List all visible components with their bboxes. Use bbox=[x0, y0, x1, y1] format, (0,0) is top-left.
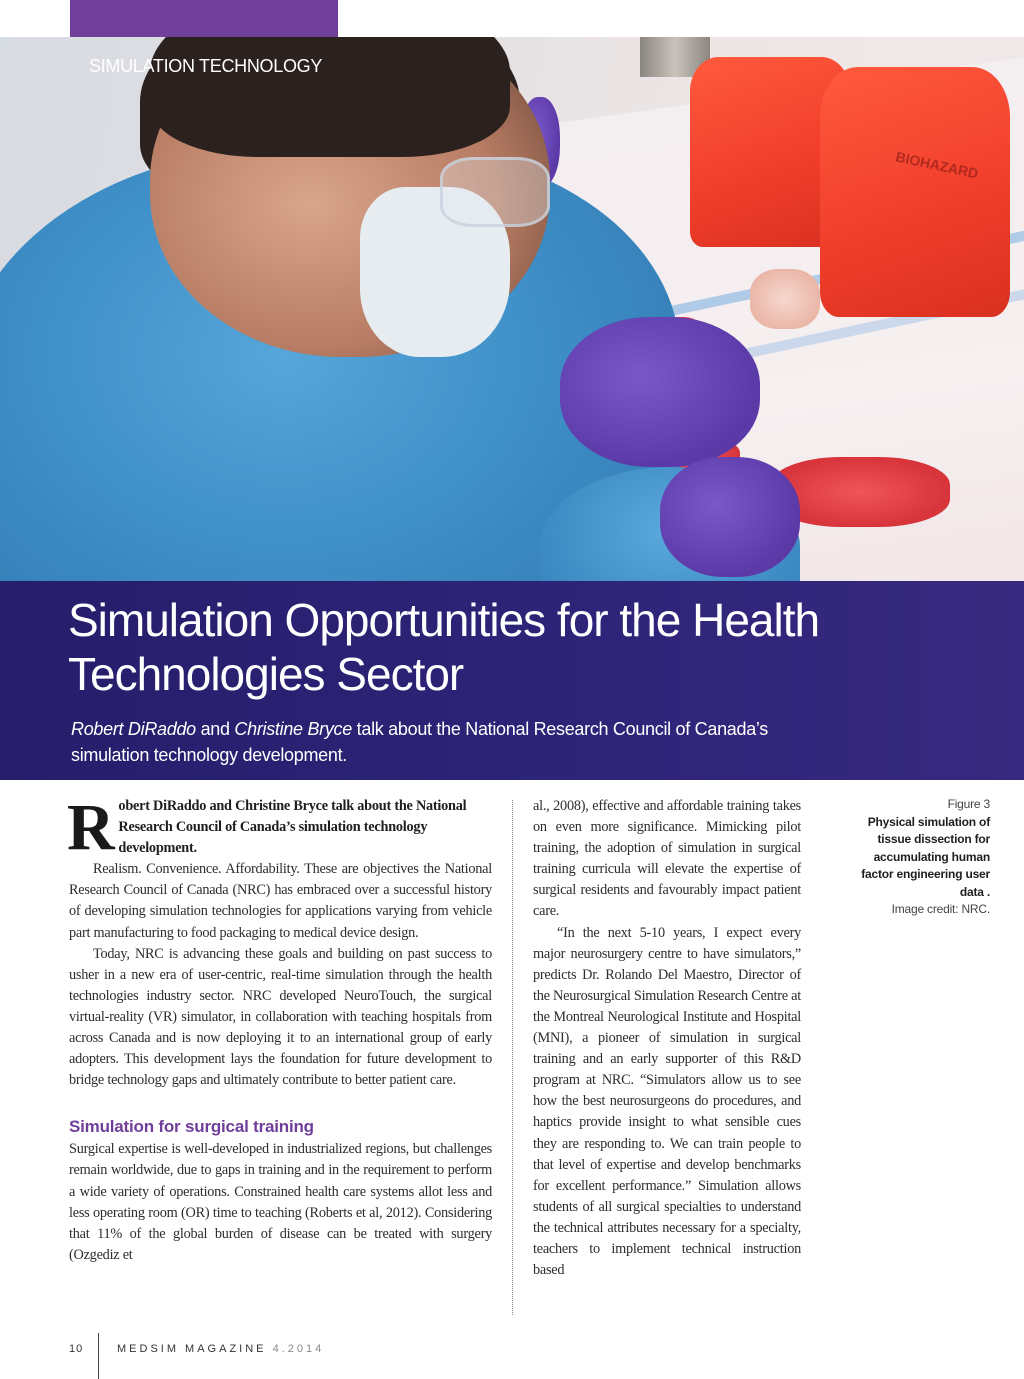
issue-number: 4.2014 bbox=[272, 1343, 325, 1355]
standfirst-and: and bbox=[195, 719, 235, 739]
drop-cap: R bbox=[67, 791, 115, 864]
magazine-name: MEDSIM MAGAZINE bbox=[117, 1343, 267, 1355]
hero-photo bbox=[0, 37, 1024, 581]
body-paragraph: Realism. Convenience. Affordability. These are objectives the National Research Council of Canada (NRC) has embraced over a successful history of developing simulation technologies for applications varying from vehicle part manufacturing to food packaging to medical device design. bbox=[69, 861, 492, 941]
standfirst-text: talk about the National Research Council of Canada’s simulation technology development. bbox=[71, 719, 768, 766]
author-name: Christine Bryce bbox=[234, 719, 352, 739]
body-column-1 bbox=[67, 791, 492, 1266]
biohazard-bag-label: BIOHAZARD bbox=[894, 148, 980, 182]
body-paragraph: al., 2008), effective and affordable training takes on even more significance. Mimicking pilot training, the adoption of simulation in surgical training curricula will elevate the expertise of surgical residents and favourably impact patient care. bbox=[533, 798, 801, 920]
section-label: SIMULATION TECHNOLOGY bbox=[89, 56, 323, 76]
footer-rule bbox=[98, 1333, 99, 1379]
footer-masthead bbox=[117, 1343, 324, 1355]
article-standfirst bbox=[71, 716, 771, 768]
page-number: 10 bbox=[69, 1343, 84, 1355]
column-divider bbox=[512, 800, 513, 1315]
lead-paragraph: obert DiRaddo and Christine Bryce talk about the National Research Council of Canada’s simulation technology development. bbox=[118, 798, 467, 857]
figure-label: Figure 3 bbox=[947, 797, 990, 811]
figure-description: Physical simulation of tissue dissection for accumulating human factor engineering user data . bbox=[861, 814, 990, 899]
body-paragraph: Surgical expertise is well-developed in industrialized regions, but challenges remain worldwide, due to gaps in training and in the requirement to perform a wide variety of operations. Constrained health care systems allot less and less operating room (OR) time to teaching (Roberts et al, 2012). Considering that 11% of the global burden of disease can be treated with surgery (Ozgediz et bbox=[69, 1141, 492, 1263]
body-paragraph: “In the next 5-10 years, I expect every major neurosurgery centre to have simulators,” predicts Dr. Rolando Del Maestro, Director of the Neurosurgical Simulation Research Centre at the Montreal Neurological Institute and Hospital (MNI), a pioneer of simulation in surgical training and an early supporter of this R&D program at NRC. “Simulators allow us to see how the best neurosurgeons do procedures, and haptics provide insight to what sensible cues they are responding to. We can train people to that level of expertise and develop benchmarks for excellent performance.” Simulation allows students of all surgical specialties to understand the technical attributes necessary for a specialty, teachers to implement technical instruction based bbox=[533, 924, 801, 1279]
section-subheading: Simulation for surgical training bbox=[69, 1117, 314, 1137]
body-column-2 bbox=[533, 796, 801, 1281]
section-tab bbox=[70, 0, 338, 37]
author-name: Robert DiRaddo bbox=[71, 719, 196, 739]
body-paragraph: Today, NRC is advancing these goals and building on past success to usher in a new era of user-centric, real-time simulation through the health technologies industry sector. NRC developed NeuroTouch, the surgical virtual-reality (VR) simulator, in collaboration with teaching hospitals from across Canada and is now deploying it to an international group of early adopters. This development lays the foundation for future development to bridge technology gaps and ultimately contribute to better patient care. bbox=[69, 945, 492, 1089]
article-title: Simulation Opportunities for the Health Technologies Sector bbox=[68, 594, 820, 700]
figure-caption bbox=[840, 796, 990, 919]
image-credit: Image credit: NRC. bbox=[891, 902, 990, 916]
